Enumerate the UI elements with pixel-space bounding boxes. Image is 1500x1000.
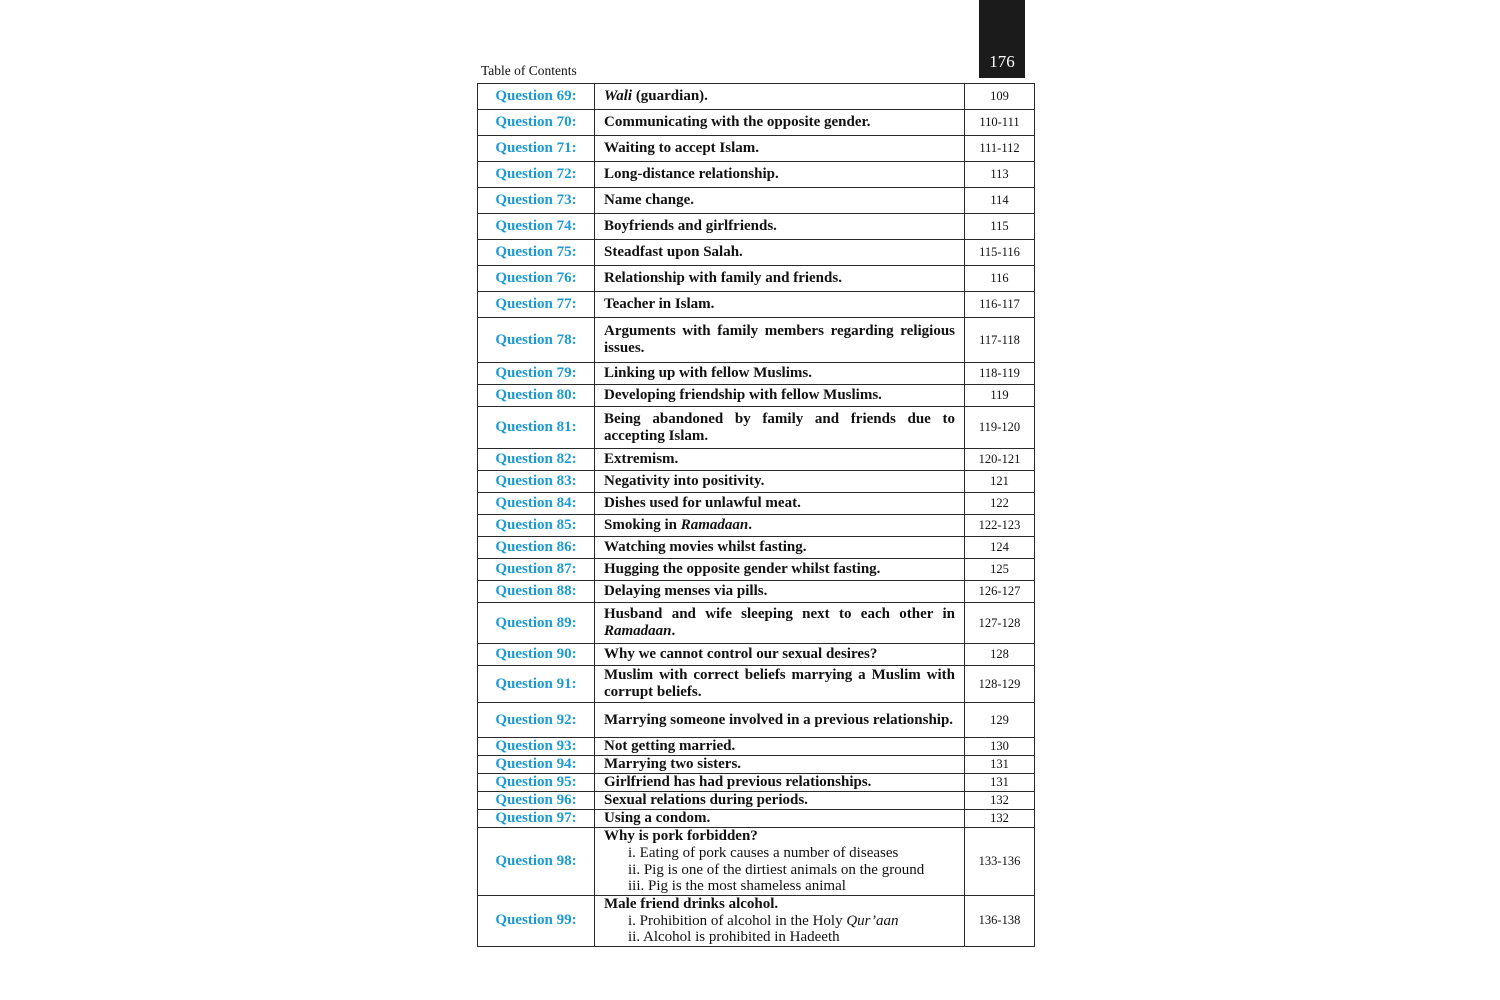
title-text: Long-distance relationship. [604,166,779,182]
toc-row [478,449,1035,471]
italic-term: Ramadaan [680,517,749,533]
title-text: Communicating with the opposite gender. [604,114,871,130]
question-number: Question 88: [478,581,595,603]
page-range: 128-129 [965,666,1035,703]
title-text: Teacher in Islam. [604,296,715,312]
title-text: Boyfriends and girlfriends. [604,218,777,234]
title-text: iii. Pig is the most shameless animal [628,878,846,894]
title-text: i. Eating of pork causes a number of diseases [628,845,899,861]
page-range: 124 [965,537,1035,559]
title-text: Girlfriend has had previous relationships. [604,774,872,790]
question-title [595,828,965,896]
page-range: 116 [965,266,1035,292]
question-number: Question 94: [478,756,595,774]
title-text: Being abandoned by family and friends due to accepting Islam. [604,410,955,444]
question-title [595,738,965,756]
question-title [595,515,965,537]
question-number: Question 71: [478,136,595,162]
toc-row [478,703,1035,738]
question-number: Question 95: [478,774,595,792]
question-title-heading [604,828,955,845]
title-text: Arguments with family members regarding religious issues. [604,323,955,356]
question-title [595,407,965,449]
title-text: i. Prohibition of alcohol in the Holy [628,912,847,929]
title-text: ii. Pig is one of the dirtiest animals on the ground [628,861,925,878]
toc-row [478,407,1035,449]
question-title [595,895,965,946]
page-range: 131 [965,774,1035,792]
question-number: Question 81: [478,407,595,449]
page-range: 115-116 [965,240,1035,266]
page-range: 121 [965,471,1035,493]
question-title [595,214,965,240]
toc-row [478,666,1035,703]
question-number: Question 86: [478,537,595,559]
question-number: Question 75: [478,240,595,266]
title-text: Marrying two sisters. [604,756,742,772]
title-text: Name change. [604,192,694,208]
toc-row [478,644,1035,666]
toc-row [478,810,1035,828]
page-range: 122 [965,493,1035,515]
title-text: Dishes used for unlawful meat. [604,495,801,511]
question-title-heading [604,896,955,913]
toc-row [478,603,1035,644]
page-range: 129 [965,703,1035,738]
question-title [595,666,965,703]
title-text: Why we cannot control our sexual desires? [604,646,878,662]
page-range: 115 [965,214,1035,240]
question-number: Question 93: [478,738,595,756]
question-title [595,471,965,493]
page-range: 136-138 [965,895,1035,946]
question-number: Question 74: [478,214,595,240]
toc-row [478,581,1035,603]
question-number: Question 82: [478,449,595,471]
toc-row [478,471,1035,493]
question-title [595,581,965,603]
toc-row [478,363,1035,385]
toc-row [478,828,1035,896]
title-text: Watching movies whilst fasting. [604,539,807,555]
title-text: Muslim with correct beliefs marrying a Muslim with corrupt beliefs. [604,667,955,700]
page-range: 120-121 [965,449,1035,471]
toc-row [478,515,1035,537]
title-text: . [671,623,676,639]
question-title [595,537,965,559]
question-title [595,385,965,407]
page-range: 113 [965,162,1035,188]
title-text: Delaying menses via pills. [604,583,768,599]
running-header: Table of Contents [481,63,577,78]
question-title [595,449,965,471]
toc-row [478,559,1035,581]
title-text: ii. Alcohol is prohibited in Hadeeth [628,929,840,945]
question-title [595,603,965,644]
question-number: Question 91: [478,666,595,703]
contents-table [477,83,1035,947]
question-number: Question 73: [478,188,595,214]
question-title [595,756,965,774]
page-range: 111-112 [965,136,1035,162]
toc-row [478,110,1035,136]
toc-row [478,895,1035,946]
question-title [595,792,965,810]
question-title [595,162,965,188]
question-title [595,266,965,292]
toc-row [478,792,1035,810]
page-range: 116-117 [965,292,1035,318]
toc-row [478,188,1035,214]
page-range: 119-120 [965,407,1035,449]
title-text: Smoking in [604,517,681,533]
question-number: Question 98: [478,828,595,896]
toc-row [478,493,1035,515]
title-text: Hugging the opposite gender whilst fasting. [604,561,881,577]
toc-row [478,266,1035,292]
question-title [595,136,965,162]
sub-topic [604,878,955,895]
question-number: Question 76: [478,266,595,292]
title-text: . [748,517,752,533]
toc-row [478,738,1035,756]
question-number: Question 87: [478,559,595,581]
question-title [595,318,965,363]
italic-term: Qur’aan [846,912,899,929]
question-number: Question 83: [478,471,595,493]
question-title [595,188,965,214]
question-number: Question 72: [478,162,595,188]
question-title [595,703,965,738]
page-range: 125 [965,559,1035,581]
title-text: Linking up with fellow Muslims. [604,365,812,381]
question-number: Question 96: [478,792,595,810]
question-number: Question 89: [478,603,595,644]
title-text: Developing friendship with fellow Muslims. [604,387,882,403]
title-text: Why is pork forbidden? [604,828,758,844]
question-number: Question 80: [478,385,595,407]
page-range: 109 [965,84,1035,110]
page-range: 132 [965,792,1035,810]
question-title [595,644,965,666]
question-number: Question 92: [478,703,595,738]
toc-row [478,240,1035,266]
toc-row [478,537,1035,559]
question-number: Question 69: [478,84,595,110]
question-title [595,774,965,792]
page-range: 133-136 [965,828,1035,896]
question-number: Question 78: [478,318,595,363]
page-range: 130 [965,738,1035,756]
question-title [595,810,965,828]
toc-row [478,292,1035,318]
title-text: Waiting to accept Islam. [604,140,759,156]
question-number: Question 70: [478,110,595,136]
toc-row [478,162,1035,188]
toc-row [478,136,1035,162]
page-range: 114 [965,188,1035,214]
toc-row [478,756,1035,774]
question-number: Question 99: [478,895,595,946]
toc-row [478,318,1035,363]
italic-term: Wali [604,88,633,104]
page-range: 110-111 [965,110,1035,136]
question-title [595,84,965,110]
sub-topic [604,913,955,930]
question-number: Question 97: [478,810,595,828]
toc-row [478,214,1035,240]
title-text: Relationship with family and friends. [604,270,842,286]
sub-topic [604,929,955,946]
page-range: 127-128 [965,603,1035,644]
toc-row [478,84,1035,110]
title-text: Extremism. [604,451,679,467]
page-range: 119 [965,385,1035,407]
question-title [595,292,965,318]
title-text: (guardian). [632,88,708,104]
question-number: Question 85: [478,515,595,537]
question-title [595,110,965,136]
title-text: Using a condom. [604,810,711,826]
title-text: Male friend drinks alcohol. [604,895,779,912]
page-range: 131 [965,756,1035,774]
page-range: 122-123 [965,515,1035,537]
title-text: Negativity into positivity. [604,473,765,489]
page-range: 117-118 [965,318,1035,363]
title-text: Marrying someone involved in a previous relationship. [604,711,954,728]
toc-row [478,774,1035,792]
page-range: 132 [965,810,1035,828]
question-title [595,559,965,581]
question-number: Question 79: [478,363,595,385]
question-number: Question 77: [478,292,595,318]
page-number: 176 [989,52,1015,71]
title-text: Sexual relations during periods. [604,792,808,808]
page-range: 128 [965,644,1035,666]
sub-topic [604,862,955,879]
page-range: 126-127 [965,581,1035,603]
title-text: Not getting married. [604,738,736,754]
question-title [595,240,965,266]
sub-topic [604,845,955,862]
question-number: Question 90: [478,644,595,666]
italic-term: Ramadaan [604,623,672,639]
question-number: Question 84: [478,493,595,515]
title-text: Husband and wife sleeping next to each other in [604,606,955,622]
question-title [595,493,965,515]
toc-row [478,385,1035,407]
title-text: Steadfast upon Salah. [604,244,743,260]
page-range: 118-119 [965,363,1035,385]
question-title [595,363,965,385]
